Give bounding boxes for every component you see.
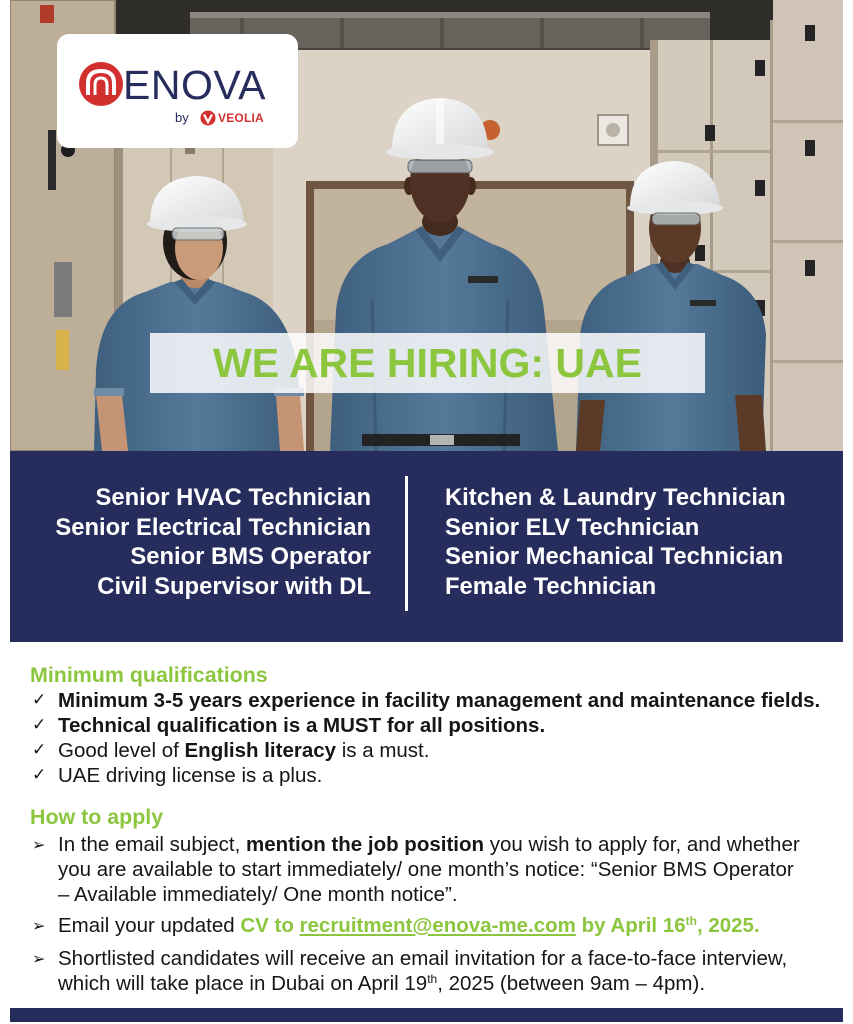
positions-right-column — [445, 483, 786, 601]
text-line — [58, 971, 787, 996]
position-item: Senior Electrical Technician — [55, 513, 371, 541]
qualifications-heading: Minimum qualifications — [30, 663, 268, 687]
footer-bar — [10, 1008, 843, 1022]
position-item: Senior ELV Technician — [445, 513, 700, 541]
check-icon: ✓ — [32, 715, 47, 735]
text-segment: , 2025 (between 9am – 4pm). — [437, 972, 706, 995]
email-link[interactable]: recruitment@enova-me.com — [299, 914, 576, 937]
text-line: you are available to start immediately/ one month’s notice: “Senior BMS Operator — [58, 858, 794, 881]
logo-card — [57, 34, 298, 148]
text-line: Shortlisted candidates will receive an email invitation for a face-to-face interview, — [58, 947, 788, 970]
brand-by: by — [175, 110, 189, 125]
arrow-icon: ➢ — [32, 949, 46, 968]
qualification-experience: Minimum 3-5 years experience in facility management and maintenance fields. — [58, 689, 821, 712]
qualifications-list — [30, 688, 820, 788]
how-to-apply-heading: How to apply — [30, 805, 164, 829]
text-segment: you wish to apply for, and whether — [484, 833, 800, 856]
qualification-english — [58, 738, 429, 763]
brand-name: ENOVA — [123, 62, 266, 108]
apply-step-cv — [30, 913, 760, 938]
text-segment: In the email subject, — [58, 833, 247, 856]
check-icon: ✓ — [32, 740, 47, 760]
text-segment: Good level of — [58, 739, 185, 762]
positions-panel — [10, 451, 843, 642]
text-line — [58, 832, 800, 857]
text-segment: Email your updated — [58, 914, 241, 937]
position-item: Civil Supervisor with DL — [97, 572, 371, 600]
list-item — [30, 738, 820, 763]
text-line: – Available immediately/ One month notice”. — [58, 883, 458, 906]
check-icon: ✓ — [32, 690, 47, 710]
text-segment-highlight: CV to — [240, 914, 300, 937]
position-item: Senior HVAC Technician — [95, 484, 371, 511]
deadline-ordinal: th — [685, 914, 697, 928]
check-icon: ✓ — [32, 765, 47, 785]
arrow-icon: ➢ — [32, 916, 46, 935]
veolia-logo-icon — [200, 110, 216, 126]
apply-step-interview — [30, 946, 787, 996]
deadline-year: , 2025. — [696, 914, 760, 937]
text-line — [58, 913, 760, 938]
hiring-title: WE ARE HIRING: UAE — [213, 340, 642, 386]
positions-left-column — [10, 483, 371, 601]
position-item: Female Technician — [445, 572, 657, 600]
list-item — [30, 688, 820, 713]
text-segment: which will take place in Dubai on April 19 — [58, 972, 428, 995]
enova-logo-icon — [79, 62, 123, 106]
position-item: Senior BMS Operator — [130, 543, 371, 570]
text-segment-bold: English literacy — [184, 739, 337, 762]
list-item — [30, 763, 820, 788]
deadline-text: by April 16 — [575, 914, 686, 937]
interview-date-ordinal: th — [427, 972, 438, 986]
parent-brand-name: VEOLIA — [218, 111, 264, 125]
position-item: Kitchen & Laundry Technician — [445, 484, 786, 511]
list-item — [30, 713, 820, 738]
position-item: Senior Mechanical Technician — [445, 543, 784, 570]
column-divider — [405, 476, 408, 611]
arrow-icon: ➢ — [32, 835, 46, 854]
qualification-driving: UAE driving license is a plus. — [58, 764, 323, 787]
text-segment-bold: mention the job position — [246, 833, 485, 856]
qualification-technical: Technical qualification is a MUST for all positions. — [58, 714, 546, 737]
hiring-banner — [150, 333, 705, 393]
apply-step-subject — [30, 832, 800, 907]
text-segment: is a must. — [336, 739, 430, 762]
